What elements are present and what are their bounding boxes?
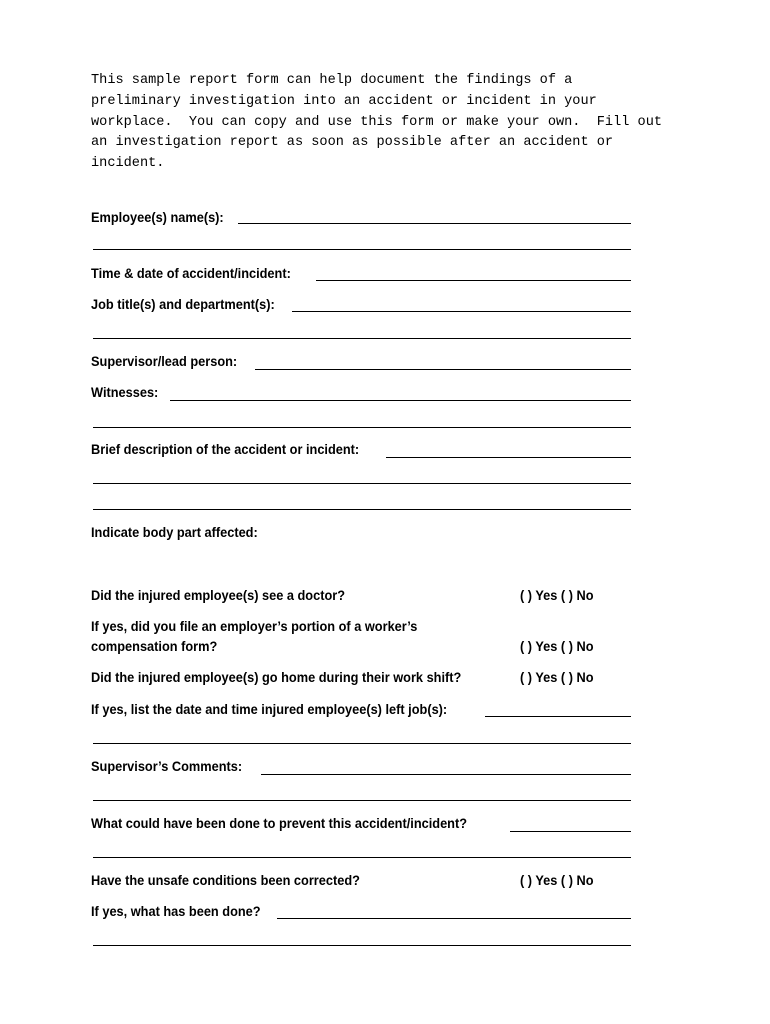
what-done-field[interactable] [277,918,631,919]
employer-portion-yes-no[interactable]: ( ) Yes ( ) No [520,639,594,655]
employee-names-field[interactable] [238,223,631,224]
see-doctor-label: Did the injured employee(s) see a doctor? [91,588,346,604]
supervisor-comments-field-continued[interactable] [93,800,631,801]
prevent-label: What could have been done to prevent this accident/incident? [91,816,468,832]
prevent-field[interactable] [510,831,631,832]
witnesses-label: Witnesses: [91,385,159,401]
employee-names-field-continued[interactable] [93,249,631,250]
unsafe-conditions-yes-no[interactable]: ( ) Yes ( ) No [520,873,594,889]
supervisor-comments-label: Supervisor’s Comments: [91,759,243,775]
unsafe-conditions-label: Have the unsafe conditions been corrected? [91,873,360,889]
what-done-field-continued[interactable] [93,945,631,946]
employer-portion-label-line-2: compensation form? [91,639,218,655]
witnesses-field-continued[interactable] [93,427,631,428]
left-job-label: If yes, list the date and time injured employee(s) left job(s): [91,702,448,718]
what-done-label: If yes, what has been done? [91,904,261,920]
supervisor-comments-field[interactable] [261,774,631,775]
brief-description-field-line-3[interactable] [93,509,631,510]
employee-names-label: Employee(s) name(s): [91,210,224,226]
job-title-label: Job title(s) and department(s): [91,297,275,313]
intro-paragraph: This sample report form can help document the findings of a preliminary investigation into an accident or incident in your workplace. You can copy and use this form or make your own. Fill out an investigation report as soon as possible after an accident or incident. [91,73,663,172]
employer-portion-label-line-1: If yes, did you file an employer’s portion of a worker’s [91,619,418,635]
time-date-label: Time & date of accident/incident: [91,266,291,282]
body-part-label: Indicate body part affected: [91,525,258,541]
go-home-label: Did the injured employee(s) go home during their work shift? [91,670,462,686]
left-job-field-continued[interactable] [93,743,631,744]
brief-description-field-line-2[interactable] [93,483,631,484]
supervisor-field[interactable] [255,369,631,370]
job-title-field[interactable] [292,311,631,312]
brief-description-label: Brief description of the accident or incident: [91,442,360,458]
see-doctor-yes-no[interactable]: ( ) Yes ( ) No [520,588,594,604]
job-title-field-continued[interactable] [93,338,631,339]
left-job-field[interactable] [485,716,631,717]
witnesses-field[interactable] [170,400,631,401]
prevent-field-continued[interactable] [93,857,631,858]
supervisor-label: Supervisor/lead person: [91,354,238,370]
brief-description-field[interactable] [386,457,631,458]
time-date-field[interactable] [316,280,631,281]
go-home-yes-no[interactable]: ( ) Yes ( ) No [520,670,594,686]
